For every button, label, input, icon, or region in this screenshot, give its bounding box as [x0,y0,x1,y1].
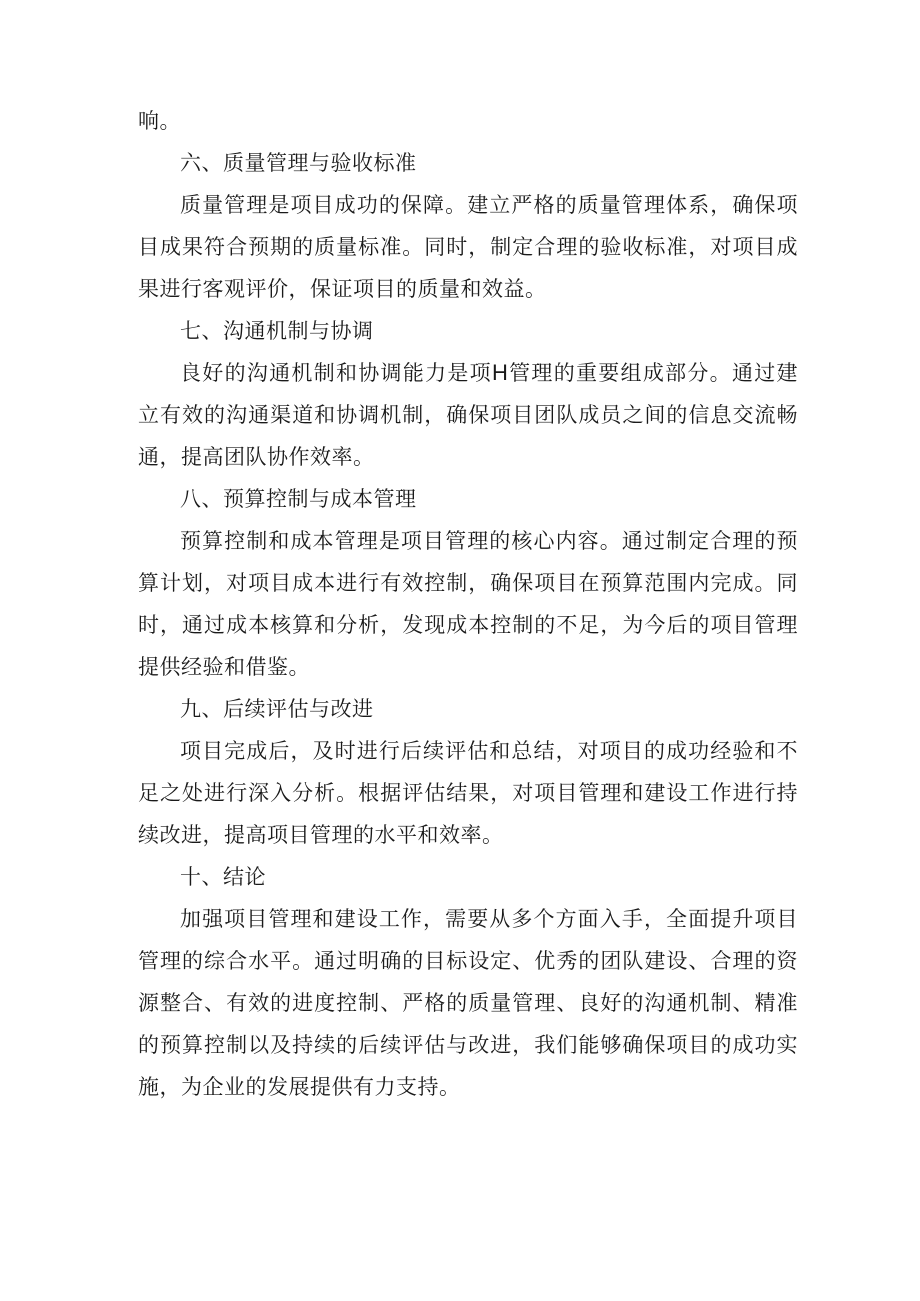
body-text-part: 良好的沟通机制和协调能力是项 [180,361,492,385]
section-heading-quality: 六、质量管理与验收标准 [180,151,417,175]
section-body-communication [138,352,798,478]
document-page [138,100,798,1108]
section-heading-communication: 七、沟通机制与协调 [180,319,374,343]
section-body-quality: 质量管理是项目成功的保障。建立严格的质量管理体系，确保项目成果符合预期的质量标准。同时，制定合理的验收标准，对项目成果进行客观评价，保证项目的质量和效益。 [138,193,798,301]
body-text-part: 管理的重要组成部分。通过建立有效的沟通渠道和协调机制，确保项目团队成员之间的信息交流畅通，提高团队协作效率。 [138,361,799,469]
continued-paragraph-fragment: 响。 [138,109,181,133]
section-body-evaluation: 项目完成后，及时进行后续评估和总结，对项目的成功经验和不足之处进行深入分析。根据评估结果，对项目管理和建设工作进行持续改进，提高项目管理的水平和效率。 [138,739,798,847]
section-heading-evaluation: 九、后续评估与改进 [180,697,374,721]
section-body-budget: 预算控制和成本管理是项目管理的核心内容。通过制定合理的预算计划，对项目成本进行有效控制，确保项目在预算范围内完成。同时，通过成本核算和分析，发现成本控制的不足，为今后的项目管理提供经验和借鉴。 [138,529,798,679]
section-heading-conclusion: 十、结论 [180,865,266,889]
section-heading-budget: 八、预算控制与成本管理 [180,487,417,511]
section-body-conclusion: 加强项目管理和建设工作，需要从多个方面入手，全面提升项目管理的综合水平。通过明确的目标设定、优秀的团队建设、合理的资源整合、有效的进度控制、严格的质量管理、良好的沟通机制、精准的预算控制以及持续的后续评估与改进，我们能够确保项目的成功实施，为企业的发展提供有力支持。 [138,907,798,1099]
body-glyph: H [491,360,509,385]
